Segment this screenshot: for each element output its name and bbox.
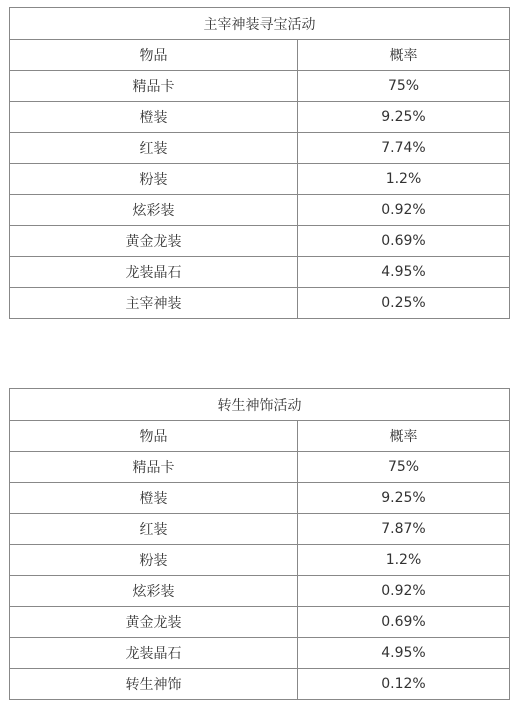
table-title-row: [10, 8, 510, 40]
table-row: [10, 607, 510, 638]
column-header-probability: 概率: [298, 40, 510, 71]
item-cell: 黄金龙装: [10, 607, 298, 638]
item-cell: 精品卡: [10, 71, 298, 102]
table-row: [10, 452, 510, 483]
item-cell: 橙装: [10, 483, 298, 514]
probability-cell: 0.25%: [298, 288, 510, 319]
probability-cell: 0.69%: [298, 226, 510, 257]
item-cell: 红装: [10, 133, 298, 164]
item-cell: 红装: [10, 514, 298, 545]
table-row: [10, 545, 510, 576]
probability-cell: 4.95%: [298, 638, 510, 669]
table-row: [10, 483, 510, 514]
item-cell: 粉装: [10, 545, 298, 576]
probability-cell: 0.12%: [298, 669, 510, 700]
probability-cell: 4.95%: [298, 257, 510, 288]
probability-cell: 0.92%: [298, 195, 510, 226]
table-title-row: [10, 389, 510, 421]
table-row: [10, 257, 510, 288]
column-header-item: 物品: [10, 421, 298, 452]
column-header-probability: 概率: [298, 421, 510, 452]
item-cell: 龙装晶石: [10, 638, 298, 669]
table-header-row: [10, 421, 510, 452]
item-cell: 粉装: [10, 164, 298, 195]
item-cell: 主宰神装: [10, 288, 298, 319]
probability-cell: 1.2%: [298, 164, 510, 195]
probability-cell: 9.25%: [298, 102, 510, 133]
probability-cell: 0.69%: [298, 607, 510, 638]
table-row: [10, 164, 510, 195]
item-cell: 龙装晶石: [10, 257, 298, 288]
probability-table-zhuzai: [9, 7, 510, 319]
table-row: [10, 514, 510, 545]
table-row: [10, 288, 510, 319]
table-title: 主宰神装寻宝活动: [10, 8, 510, 40]
probability-cell: 75%: [298, 71, 510, 102]
probability-cell: 75%: [298, 452, 510, 483]
item-cell: 转生神饰: [10, 669, 298, 700]
probability-table-zhuansheng: [9, 388, 510, 700]
probability-cell: 1.2%: [298, 545, 510, 576]
table-row: [10, 195, 510, 226]
probability-cell: 0.92%: [298, 576, 510, 607]
table-row: [10, 576, 510, 607]
table-row: [10, 638, 510, 669]
item-cell: 炫彩装: [10, 195, 298, 226]
item-cell: 炫彩装: [10, 576, 298, 607]
table-row: [10, 71, 510, 102]
table-row: [10, 102, 510, 133]
table-header-row: [10, 40, 510, 71]
table-row: [10, 669, 510, 700]
probability-cell: 9.25%: [298, 483, 510, 514]
item-cell: 精品卡: [10, 452, 298, 483]
table-row: [10, 133, 510, 164]
table-title: 转生神饰活动: [10, 389, 510, 421]
probability-cell: 7.74%: [298, 133, 510, 164]
table-row: [10, 226, 510, 257]
probability-cell: 7.87%: [298, 514, 510, 545]
column-header-item: 物品: [10, 40, 298, 71]
item-cell: 橙装: [10, 102, 298, 133]
item-cell: 黄金龙装: [10, 226, 298, 257]
